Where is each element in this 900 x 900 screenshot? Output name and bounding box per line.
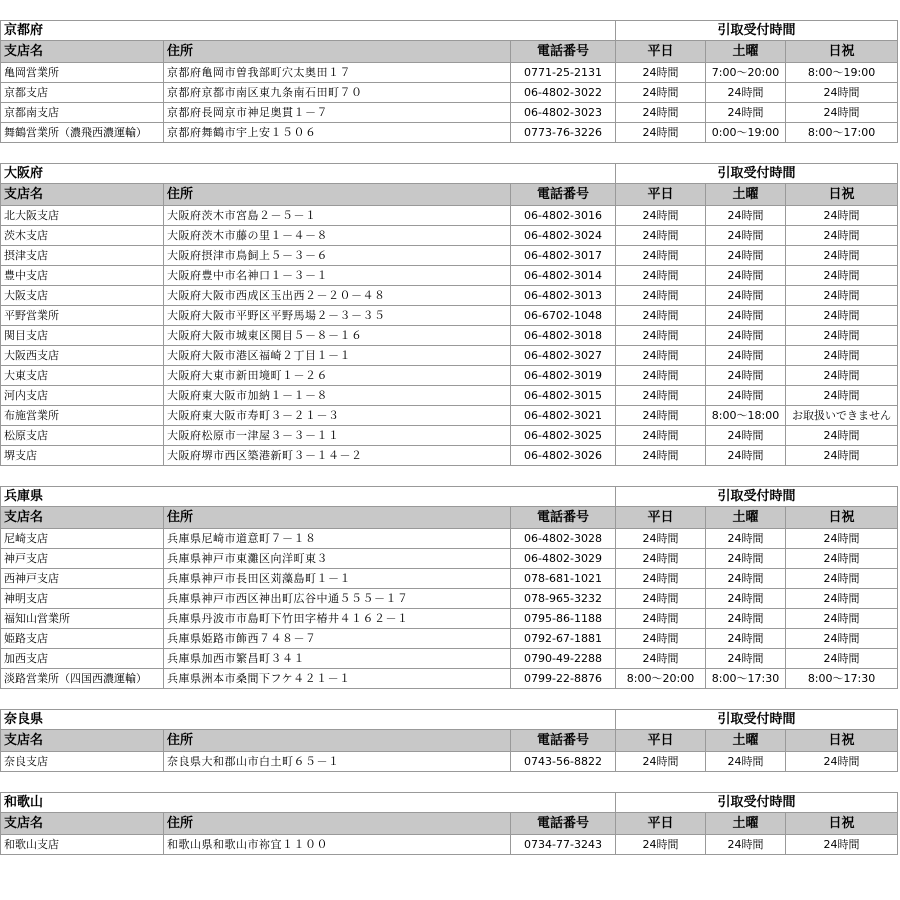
header-saturday: 土曜: [706, 730, 786, 752]
saturday-hours: 24時間: [706, 346, 786, 366]
branch-address: 兵庫県神戸市長田区苅藻島町１－１: [164, 569, 511, 589]
branch-name: 松原支店: [1, 426, 164, 446]
header-holiday: 日祝: [786, 507, 898, 529]
branch-phone: 078-965-3232: [511, 589, 616, 609]
branch-address: 兵庫県洲本市桑間下フケ４２１－１: [164, 669, 511, 689]
holiday-hours: 24時間: [786, 835, 898, 855]
saturday-hours: 0:00～19:00: [706, 123, 786, 143]
branch-address: 大阪府茨木市藤の里１－４－８: [164, 226, 511, 246]
header-weekday: 平日: [616, 41, 706, 63]
branch-address: 兵庫県丹波市市島町下竹田字椿井４１６２－１: [164, 609, 511, 629]
header-branch: 支店名: [1, 730, 164, 752]
branch-name: 亀岡営業所: [1, 63, 164, 83]
branch-name: 堺支店: [1, 446, 164, 466]
branch-name: 和歌山支店: [1, 835, 164, 855]
weekday-hours: 8:00～20:00: [616, 669, 706, 689]
branch-address: 奈良県大和郡山市白土町６５－１: [164, 752, 511, 772]
table-row: [1, 589, 898, 609]
title-spacer: [164, 21, 511, 41]
weekday-hours: 24時間: [616, 226, 706, 246]
saturday-hours: 24時間: [706, 103, 786, 123]
region-gap: [0, 466, 900, 486]
column-header-row: [1, 813, 898, 835]
saturday-hours: 24時間: [706, 649, 786, 669]
branch-phone: 06-4802-3029: [511, 549, 616, 569]
weekday-hours: 24時間: [616, 835, 706, 855]
saturday-hours: 24時間: [706, 286, 786, 306]
branch-phone: 0792-67-1881: [511, 629, 616, 649]
header-address: 住所: [164, 730, 511, 752]
holiday-hours: 24時間: [786, 426, 898, 446]
table-row: [1, 446, 898, 466]
weekday-hours: 24時間: [616, 609, 706, 629]
branch-address: 兵庫県尼崎市道意町７－１８: [164, 529, 511, 549]
holiday-hours: 24時間: [786, 206, 898, 226]
saturday-hours: 24時間: [706, 549, 786, 569]
branch-phone: 0734-77-3243: [511, 835, 616, 855]
branch-address: 大阪府摂津市鳥飼上５－３－６: [164, 246, 511, 266]
table-row: [1, 549, 898, 569]
branch-name: 布施営業所: [1, 406, 164, 426]
saturday-hours: 24時間: [706, 609, 786, 629]
header-branch: 支店名: [1, 813, 164, 835]
branch-name: 北大阪支店: [1, 206, 164, 226]
weekday-hours: 24時間: [616, 206, 706, 226]
holiday-hours: 24時間: [786, 529, 898, 549]
saturday-hours: 24時間: [706, 835, 786, 855]
holiday-hours: 24時間: [786, 752, 898, 772]
header-weekday: 平日: [616, 730, 706, 752]
saturday-hours: 24時間: [706, 426, 786, 446]
branch-phone: 0771-25-2131: [511, 63, 616, 83]
holiday-hours: 8:00～17:30: [786, 669, 898, 689]
branch-phone: 06-4802-3025: [511, 426, 616, 446]
table-row: [1, 609, 898, 629]
region-table: [0, 163, 898, 466]
region-table: [0, 792, 898, 855]
header-address: 住所: [164, 184, 511, 206]
column-header-row: [1, 41, 898, 63]
holiday-hours: 24時間: [786, 266, 898, 286]
title-spacer: [511, 21, 616, 41]
branch-name: 大阪西支店: [1, 346, 164, 366]
holiday-hours: お取扱いできません: [786, 406, 898, 426]
weekday-hours: 24時間: [616, 426, 706, 446]
table-row: [1, 386, 898, 406]
title-spacer: [164, 164, 511, 184]
branch-name: 西神戸支店: [1, 569, 164, 589]
weekday-hours: 24時間: [616, 326, 706, 346]
saturday-hours: 24時間: [706, 752, 786, 772]
table-row: [1, 226, 898, 246]
branch-name: 平野営業所: [1, 306, 164, 326]
branch-phone: 06-4802-3018: [511, 326, 616, 346]
branch-tables: [0, 20, 900, 855]
table-row: [1, 366, 898, 386]
saturday-hours: 24時間: [706, 629, 786, 649]
header-phone: 電話番号: [511, 507, 616, 529]
branch-address: 京都府京都市南区東九条南石田町７０: [164, 83, 511, 103]
region-name: 和歌山: [1, 793, 164, 813]
table-row: [1, 669, 898, 689]
weekday-hours: 24時間: [616, 63, 706, 83]
table-row: [1, 306, 898, 326]
table-row: [1, 752, 898, 772]
header-address: 住所: [164, 813, 511, 835]
branch-phone: 0795-86-1188: [511, 609, 616, 629]
title-spacer: [164, 487, 511, 507]
branch-name: 尼崎支店: [1, 529, 164, 549]
table-row: [1, 103, 898, 123]
header-branch: 支店名: [1, 507, 164, 529]
header-weekday: 平日: [616, 813, 706, 835]
weekday-hours: 24時間: [616, 649, 706, 669]
branch-name: 舞鶴営業所（濃飛西濃運輸）: [1, 123, 164, 143]
branch-phone: 0773-76-3226: [511, 123, 616, 143]
table-row: [1, 266, 898, 286]
saturday-hours: 24時間: [706, 226, 786, 246]
header-holiday: 日祝: [786, 41, 898, 63]
header-phone: 電話番号: [511, 813, 616, 835]
branch-name: 神戸支店: [1, 549, 164, 569]
title-spacer: [164, 793, 511, 813]
saturday-hours: 24時間: [706, 83, 786, 103]
weekday-hours: 24時間: [616, 406, 706, 426]
branch-address: 大阪府堺市西区築港新町３－１４－２: [164, 446, 511, 466]
branch-name: 河内支店: [1, 386, 164, 406]
saturday-hours: 24時間: [706, 326, 786, 346]
branch-phone: 0790-49-2288: [511, 649, 616, 669]
table-row: [1, 123, 898, 143]
branch-phone: 06-4802-3027: [511, 346, 616, 366]
title-spacer: [511, 164, 616, 184]
branch-phone: 06-4802-3019: [511, 366, 616, 386]
table-row: [1, 83, 898, 103]
table-row: [1, 529, 898, 549]
region-name: 京都府: [1, 21, 164, 41]
branch-phone: 06-4802-3015: [511, 386, 616, 406]
title-spacer: [511, 487, 616, 507]
branch-name: 福知山営業所: [1, 609, 164, 629]
branch-phone: 0799-22-8876: [511, 669, 616, 689]
region-table: [0, 20, 898, 143]
branch-phone: 06-6702-1048: [511, 306, 616, 326]
branch-name: 京都支店: [1, 83, 164, 103]
header-saturday: 土曜: [706, 184, 786, 206]
header-address: 住所: [164, 41, 511, 63]
branch-address: 大阪府松原市一津屋３－３－１１: [164, 426, 511, 446]
table-row: [1, 835, 898, 855]
holiday-hours: 24時間: [786, 83, 898, 103]
header-phone: 電話番号: [511, 730, 616, 752]
branch-name: 加西支店: [1, 649, 164, 669]
table-row: [1, 206, 898, 226]
column-header-row: [1, 730, 898, 752]
weekday-hours: 24時間: [616, 366, 706, 386]
header-weekday: 平日: [616, 507, 706, 529]
branch-address: 京都府長岡京市神足奥貫１－７: [164, 103, 511, 123]
branch-phone: 06-4802-3017: [511, 246, 616, 266]
hours-group-title: 引取受付時間: [616, 710, 898, 730]
header-holiday: 日祝: [786, 813, 898, 835]
header-holiday: 日祝: [786, 184, 898, 206]
saturday-hours: 7:00～20:00: [706, 63, 786, 83]
branch-address: 大阪府大阪市平野区平野馬場２－３－３５: [164, 306, 511, 326]
branch-address: 兵庫県神戸市東灘区向洋町東３: [164, 549, 511, 569]
header-address: 住所: [164, 507, 511, 529]
branch-address: 京都府舞鶴市宇上安１５０６: [164, 123, 511, 143]
branch-address: 大阪府大阪市城東区関目５－８－１６: [164, 326, 511, 346]
region-gap: [0, 143, 900, 163]
holiday-hours: 24時間: [786, 649, 898, 669]
holiday-hours: 24時間: [786, 589, 898, 609]
region-gap: [0, 772, 900, 792]
holiday-hours: 24時間: [786, 326, 898, 346]
branch-phone: 06-4802-3024: [511, 226, 616, 246]
region-title-row: [1, 793, 898, 813]
region-table: [0, 486, 898, 689]
saturday-hours: 24時間: [706, 386, 786, 406]
branch-name: 大東支店: [1, 366, 164, 386]
weekday-hours: 24時間: [616, 549, 706, 569]
holiday-hours: 24時間: [786, 286, 898, 306]
table-row: [1, 569, 898, 589]
branch-name: 大阪支店: [1, 286, 164, 306]
header-saturday: 土曜: [706, 813, 786, 835]
branch-phone: 06-4802-3013: [511, 286, 616, 306]
weekday-hours: 24時間: [616, 629, 706, 649]
saturday-hours: 24時間: [706, 569, 786, 589]
table-row: [1, 426, 898, 446]
holiday-hours: 24時間: [786, 569, 898, 589]
hours-group-title: 引取受付時間: [616, 487, 898, 507]
header-saturday: 土曜: [706, 41, 786, 63]
weekday-hours: 24時間: [616, 123, 706, 143]
holiday-hours: 24時間: [786, 386, 898, 406]
weekday-hours: 24時間: [616, 246, 706, 266]
branch-phone: 06-4802-3028: [511, 529, 616, 549]
hours-group-title: 引取受付時間: [616, 21, 898, 41]
header-branch: 支店名: [1, 184, 164, 206]
region-title-row: [1, 710, 898, 730]
branch-address: 大阪府豊中市名神口１－３－１: [164, 266, 511, 286]
saturday-hours: 24時間: [706, 306, 786, 326]
weekday-hours: 24時間: [616, 569, 706, 589]
region-title-row: [1, 487, 898, 507]
branch-address: 兵庫県加西市繁昌町３４１: [164, 649, 511, 669]
table-row: [1, 286, 898, 306]
branch-phone: 06-4802-3026: [511, 446, 616, 466]
branch-address: 大阪府大阪市港区福崎２丁目１－１: [164, 346, 511, 366]
weekday-hours: 24時間: [616, 286, 706, 306]
weekday-hours: 24時間: [616, 266, 706, 286]
branch-name: 関目支店: [1, 326, 164, 346]
region-title-row: [1, 21, 898, 41]
branch-name: 神明支店: [1, 589, 164, 609]
table-row: [1, 649, 898, 669]
branch-phone: 06-4802-3023: [511, 103, 616, 123]
holiday-hours: 24時間: [786, 446, 898, 466]
saturday-hours: 24時間: [706, 246, 786, 266]
branch-address: 大阪府東大阪市加納１－１－８: [164, 386, 511, 406]
region-name: 大阪府: [1, 164, 164, 184]
header-branch: 支店名: [1, 41, 164, 63]
holiday-hours: 24時間: [786, 246, 898, 266]
branch-name: 奈良支店: [1, 752, 164, 772]
header-holiday: 日祝: [786, 730, 898, 752]
column-header-row: [1, 184, 898, 206]
branch-address: 京都府亀岡市曽我部町穴太奥田１７: [164, 63, 511, 83]
saturday-hours: 8:00～17:30: [706, 669, 786, 689]
title-spacer: [511, 793, 616, 813]
region-title-row: [1, 164, 898, 184]
branch-address: 兵庫県神戸市西区神出町広谷中通５５５－１７: [164, 589, 511, 609]
weekday-hours: 24時間: [616, 386, 706, 406]
saturday-hours: 24時間: [706, 266, 786, 286]
column-header-row: [1, 507, 898, 529]
region-table: [0, 709, 898, 772]
header-weekday: 平日: [616, 184, 706, 206]
header-phone: 電話番号: [511, 184, 616, 206]
holiday-hours: 24時間: [786, 103, 898, 123]
table-row: [1, 246, 898, 266]
branch-address: 大阪府大東市新田境町１－２６: [164, 366, 511, 386]
holiday-hours: 24時間: [786, 366, 898, 386]
saturday-hours: 24時間: [706, 589, 786, 609]
branch-name: 摂津支店: [1, 246, 164, 266]
holiday-hours: 24時間: [786, 549, 898, 569]
holiday-hours: 24時間: [786, 346, 898, 366]
holiday-hours: 8:00～17:00: [786, 123, 898, 143]
branch-phone: 06-4802-3021: [511, 406, 616, 426]
branch-phone: 06-4802-3016: [511, 206, 616, 226]
weekday-hours: 24時間: [616, 446, 706, 466]
table-row: [1, 346, 898, 366]
table-row: [1, 63, 898, 83]
weekday-hours: 24時間: [616, 529, 706, 549]
branch-phone: 0743-56-8822: [511, 752, 616, 772]
holiday-hours: 24時間: [786, 629, 898, 649]
table-row: [1, 326, 898, 346]
holiday-hours: 8:00～19:00: [786, 63, 898, 83]
branch-name: 茨木支店: [1, 226, 164, 246]
holiday-hours: 24時間: [786, 306, 898, 326]
weekday-hours: 24時間: [616, 306, 706, 326]
weekday-hours: 24時間: [616, 83, 706, 103]
branch-address: 大阪府東大阪市寿町３－２１－３: [164, 406, 511, 426]
title-spacer: [164, 710, 511, 730]
hours-group-title: 引取受付時間: [616, 164, 898, 184]
saturday-hours: 24時間: [706, 366, 786, 386]
branch-name: 豊中支店: [1, 266, 164, 286]
branch-address: 大阪府茨木市宮島２－５－１: [164, 206, 511, 226]
branch-phone: 078-681-1021: [511, 569, 616, 589]
branch-address: 和歌山県和歌山市祢宜１１００: [164, 835, 511, 855]
table-row: [1, 629, 898, 649]
branch-phone: 06-4802-3014: [511, 266, 616, 286]
saturday-hours: 24時間: [706, 446, 786, 466]
saturday-hours: 24時間: [706, 206, 786, 226]
header-saturday: 土曜: [706, 507, 786, 529]
branch-name: 京都南支店: [1, 103, 164, 123]
saturday-hours: 8:00～18:00: [706, 406, 786, 426]
weekday-hours: 24時間: [616, 752, 706, 772]
branch-address: 兵庫県姫路市飾西７４８－７: [164, 629, 511, 649]
holiday-hours: 24時間: [786, 609, 898, 629]
holiday-hours: 24時間: [786, 226, 898, 246]
branch-phone: 06-4802-3022: [511, 83, 616, 103]
branch-name: 淡路営業所（四国西濃運輸）: [1, 669, 164, 689]
table-row: [1, 406, 898, 426]
weekday-hours: 24時間: [616, 589, 706, 609]
saturday-hours: 24時間: [706, 529, 786, 549]
title-spacer: [511, 710, 616, 730]
weekday-hours: 24時間: [616, 103, 706, 123]
branch-name: 姫路支店: [1, 629, 164, 649]
region-name: 奈良県: [1, 710, 164, 730]
weekday-hours: 24時間: [616, 346, 706, 366]
hours-group-title: 引取受付時間: [616, 793, 898, 813]
branch-address: 大阪府大阪市西成区玉出西２－２０－４８: [164, 286, 511, 306]
region-gap: [0, 689, 900, 709]
region-name: 兵庫県: [1, 487, 164, 507]
header-phone: 電話番号: [511, 41, 616, 63]
